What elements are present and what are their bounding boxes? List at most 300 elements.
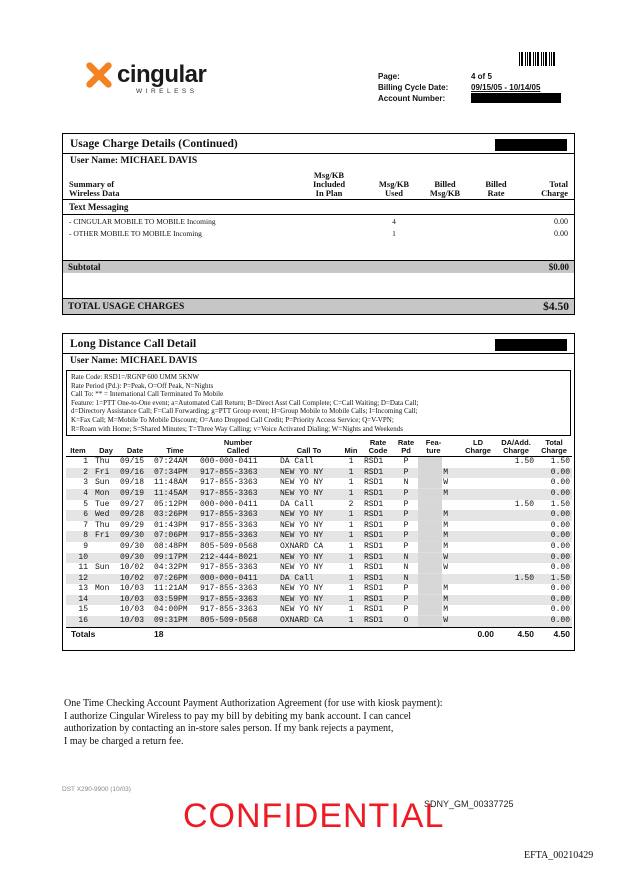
barcode <box>519 52 557 66</box>
column-header: LD Charge <box>460 439 496 457</box>
cell: 805-509-0568 <box>200 616 258 626</box>
cell: 0.00 <box>550 563 570 573</box>
cell: Mon <box>95 584 110 594</box>
cell: 11:45AM <box>154 488 188 498</box>
column-header: Date <box>118 439 152 457</box>
cell: 07:06PM <box>154 531 188 541</box>
usage-row-label: - CINGULAR MOBILE TO MOBILE Incoming <box>69 216 216 226</box>
cell: 04:00PM <box>154 605 188 615</box>
column-header: Billed Rate <box>471 171 521 200</box>
cell: P <box>403 531 409 541</box>
cell: Wed <box>95 510 110 520</box>
cell <box>460 553 496 564</box>
cell: 07:24AM <box>154 457 188 467</box>
cell: 16 <box>78 616 88 626</box>
table-row <box>66 478 572 489</box>
cell: RSD1 <box>364 531 384 541</box>
column-header: Total Charge <box>521 171 575 200</box>
cell: NEW YO NY <box>280 594 324 604</box>
cell: W <box>418 478 460 489</box>
cell: NEW YO NY <box>280 467 324 477</box>
cell: 1 <box>348 616 354 626</box>
cell <box>90 574 118 585</box>
confidential-stamp: CONFIDENTIAL <box>183 797 445 835</box>
cell: RSD1 <box>364 563 384 573</box>
cell <box>418 574 460 585</box>
cell: DA Call <box>280 457 314 467</box>
cell: 3 <box>83 478 88 488</box>
cell: 917-855-3363 <box>200 563 258 573</box>
cell: P <box>403 520 409 530</box>
cell: Sun <box>95 563 110 573</box>
usage-category-row <box>63 200 575 215</box>
cell: Tue <box>95 499 110 509</box>
cell: 11:48AM <box>154 478 188 488</box>
cell: NEW YO NY <box>280 531 324 541</box>
cell <box>460 468 496 479</box>
cell: 917-855-3363 <box>200 531 258 541</box>
cell: P <box>403 584 409 594</box>
cell: 1 <box>348 584 354 594</box>
billing-cycle-value: 09/15/05 - 10/14/05 <box>471 82 541 92</box>
account-number-label: Account Number: <box>378 93 446 103</box>
usage-section-title: Usage Charge Details (Continued) <box>63 134 574 154</box>
usage-category-label: Text Messaging <box>63 200 575 215</box>
cell: DA Call <box>280 499 314 509</box>
cell: P <box>403 499 409 509</box>
totals-min: 18 <box>152 627 198 641</box>
cell: 1.50 <box>550 499 570 509</box>
column-header: Min <box>340 439 362 457</box>
cell: 0.00 <box>550 488 570 498</box>
cell: 1.50 <box>550 573 570 583</box>
cell: 1 <box>348 594 354 604</box>
cell <box>90 553 118 564</box>
cell: 13 <box>78 584 88 594</box>
cell: 7 <box>83 520 88 530</box>
cell: 6 <box>83 510 88 520</box>
cingular-logo <box>84 60 206 95</box>
cell: N <box>403 573 409 583</box>
cell <box>460 489 496 500</box>
cell: 917-855-3363 <box>200 478 258 488</box>
cell: NEW YO NY <box>280 552 324 562</box>
table-row <box>66 468 572 479</box>
cell: RSD1 <box>364 594 384 604</box>
ld-header-row <box>66 439 572 457</box>
cell: 917-855-3363 <box>200 605 258 615</box>
column-header: Summary of Wireless Data <box>63 171 289 200</box>
cell: 10/03 <box>120 594 145 604</box>
cell <box>460 531 496 542</box>
cell: 000-000-0411 <box>200 457 258 467</box>
cell: N <box>403 478 409 488</box>
column-header: Rate Pd <box>394 439 418 457</box>
table-row <box>66 510 572 521</box>
cell: 09/15 <box>120 457 145 467</box>
cell <box>460 478 496 489</box>
subtotal-label: Subtotal <box>68 262 101 272</box>
cell <box>460 616 496 627</box>
cell: NEW YO NY <box>280 520 324 530</box>
cell: 0.00 <box>550 541 570 551</box>
cell: OXNARD CA <box>280 541 324 551</box>
cell: 09/30 <box>120 531 145 541</box>
cell: 1 <box>348 488 354 498</box>
cell: 09/18 <box>120 478 145 488</box>
cell: 09/30 <box>120 541 145 551</box>
cell <box>496 510 536 521</box>
cell: 08:48PM <box>154 541 188 551</box>
table-row <box>63 227 575 239</box>
cell: RSD1 <box>364 605 384 615</box>
ld-redaction-box <box>495 339 567 351</box>
cell: 0.00 <box>550 531 570 541</box>
cell <box>496 563 536 574</box>
cell: 09/27 <box>120 499 145 509</box>
cell: M <box>418 542 460 553</box>
cell: 05:12PM <box>154 499 188 509</box>
cell <box>496 584 536 595</box>
cell: 10/02 <box>120 563 145 573</box>
usage-row-label: - OTHER MOBILE TO MOBILE Incoming <box>69 228 202 238</box>
cell: 11:21AM <box>154 584 188 594</box>
usage-row-total: 0.00 <box>554 216 568 226</box>
cell: 10/03 <box>120 616 145 626</box>
table-row <box>66 584 572 595</box>
cingular-x-icon <box>84 60 114 90</box>
table-row <box>66 605 572 616</box>
cell: Thu <box>95 457 110 467</box>
cell: 0.00 <box>550 605 570 615</box>
cell: 09/19 <box>120 488 145 498</box>
cell: 917-855-3363 <box>200 510 258 520</box>
cell: W <box>418 553 460 564</box>
brand-tagline: WIRELESS <box>136 88 198 95</box>
cell <box>90 542 118 553</box>
column-header: Msg/KB Used <box>369 171 419 200</box>
legend-line: Feature: 1=PTT One-to-One event; a=Automated Call Return; B=Direct Asst Call Complete; C=Call Waiting; D=Data Call; <box>71 398 419 407</box>
cell: P <box>403 488 409 498</box>
cell <box>460 584 496 595</box>
cell: 000-000-0411 <box>200 499 258 509</box>
cell: 1 <box>348 552 354 562</box>
cell: 07:34PM <box>154 467 188 477</box>
table-row <box>66 521 572 532</box>
cell <box>496 468 536 479</box>
cell: NEW YO NY <box>280 584 324 594</box>
cell: 1.50 <box>550 457 570 467</box>
page-label: Page: <box>378 72 400 81</box>
table-row <box>66 616 572 627</box>
total-usage-value: $4.50 <box>543 300 569 313</box>
billing-cycle-label: Billing Cycle Date: <box>378 82 449 92</box>
cell: RSD1 <box>364 488 384 498</box>
cell: RSD1 <box>364 457 384 467</box>
cell: NEW YO NY <box>280 510 324 520</box>
column-header: Number Called <box>198 439 278 457</box>
usage-row-total: 0.00 <box>554 228 568 238</box>
cell: P <box>403 467 409 477</box>
cell: P <box>403 541 409 551</box>
total-usage-charges-bar <box>63 298 574 314</box>
cell: 03:59PM <box>154 594 188 604</box>
cell: 917-855-3363 <box>200 467 258 477</box>
cell: RSD1 <box>364 584 384 594</box>
table-row <box>66 500 572 511</box>
table-row <box>66 457 572 468</box>
cell: N <box>403 563 409 573</box>
billing-meta <box>378 72 593 105</box>
column-header: DA/Add. Charge <box>496 439 536 457</box>
cell <box>460 457 496 468</box>
column-header: Day <box>90 439 118 457</box>
subtotal-value: $0.00 <box>548 262 569 272</box>
cell: 917-855-3363 <box>200 594 258 604</box>
column-header: Call To <box>278 439 340 457</box>
cell: RSD1 <box>364 510 384 520</box>
legend-line: Call To: ** = International Call Terminated To Mobile <box>71 390 224 399</box>
cell <box>496 478 536 489</box>
cell: 14 <box>78 594 88 604</box>
cell: M <box>418 605 460 616</box>
ld-table <box>66 439 572 641</box>
cell: 01:43PM <box>154 520 188 530</box>
cell: 10/03 <box>120 584 145 594</box>
usage-header-row <box>63 171 575 200</box>
cell: P <box>403 457 409 467</box>
cell: 1 <box>83 457 88 467</box>
total-usage-label: TOTAL USAGE CHARGES <box>68 301 185 312</box>
column-header: Rate Code <box>362 439 394 457</box>
cell <box>496 542 536 553</box>
cell: 0.00 <box>550 616 570 626</box>
cell: NEW YO NY <box>280 478 324 488</box>
cell: Thu <box>95 520 110 530</box>
cell: RSD1 <box>364 573 384 583</box>
cell <box>496 489 536 500</box>
cell: 1 <box>348 541 354 551</box>
usage-redaction-box <box>495 139 567 151</box>
cell: 1 <box>348 510 354 520</box>
cell: 212-444-8021 <box>200 552 258 562</box>
table-row <box>66 553 572 564</box>
cell: 12 <box>78 573 88 583</box>
agreement-line: One Time Checking Account Payment Authorization Agreement (for use with kiosk payment): <box>64 698 443 709</box>
cell: NEW YO NY <box>280 488 324 498</box>
brand-name: cingular <box>117 61 207 88</box>
cell: 1 <box>348 605 354 615</box>
subtotal-bar <box>63 260 574 273</box>
cell: 1 <box>348 531 354 541</box>
cell <box>460 574 496 585</box>
bates-number-efta: EFTA_00210429 <box>524 850 594 861</box>
cell: OXNARD CA <box>280 616 324 626</box>
cell: 11 <box>78 563 88 573</box>
cell: 09/29 <box>120 520 145 530</box>
ld-table-body <box>66 457 572 628</box>
cell <box>418 500 460 511</box>
cell: 09:17PM <box>154 552 188 562</box>
cell: 10/02 <box>120 573 145 583</box>
cell: M <box>418 510 460 521</box>
usage-row-used: 4 <box>392 216 396 226</box>
cell <box>496 595 536 606</box>
kiosk-payment-agreement <box>64 698 494 748</box>
usage-row-used: 1 <box>392 228 396 238</box>
cell: 1 <box>348 573 354 583</box>
legend-line: d=Directory Assistance Call; F=Call Forwarding; g=PTT Group event; H=Group Mobile to Mobile Calls; I=Incoming Call; <box>71 407 418 416</box>
totals-total-charge: 4.50 <box>536 627 572 641</box>
table-row <box>66 531 572 542</box>
cell: RSD1 <box>364 520 384 530</box>
cell: 1 <box>348 478 354 488</box>
legend-line: R=Roam with Home; S=Shared Minutes; T=Three Way Calling; v=Voice Activated Dialing; W=Nights and Weekends <box>71 424 403 433</box>
agreement-line: I may be charged a return fee. <box>64 735 184 747</box>
cell: 917-855-3363 <box>200 488 258 498</box>
table-row <box>66 574 572 585</box>
cell: P <box>403 594 409 604</box>
cell: RSD1 <box>364 541 384 551</box>
agreement-line: authorization by contacting an in-store sales person. If my bank rejects a payment, <box>64 723 394 734</box>
legend-line: Rate Code: RSD1=/RGNP 600 UMM 5KNW <box>71 373 199 381</box>
cell: NEW YO NY <box>280 563 324 573</box>
cell: N <box>403 552 409 562</box>
cell: 1 <box>348 457 354 467</box>
bates-number-sdny: SDNY_GM_00337725 <box>424 799 514 809</box>
cell <box>460 542 496 553</box>
cell: 8 <box>83 531 88 541</box>
cell: M <box>418 468 460 479</box>
table-row <box>66 595 572 606</box>
column-header: Time <box>152 439 198 457</box>
cell: 09:31PM <box>154 616 188 626</box>
cell <box>496 605 536 616</box>
column-header: Msg/KB Included In Plan <box>289 171 369 200</box>
cell: 15 <box>78 605 88 615</box>
cell: M <box>418 521 460 532</box>
cell <box>460 500 496 511</box>
cell: Fri <box>95 467 110 477</box>
cell <box>418 457 460 468</box>
totals-da-charge: 4.50 <box>496 627 536 641</box>
cell: Mon <box>95 488 110 498</box>
form-code: DST X290-9900 (10/03) <box>62 786 131 793</box>
cell: 04:32PM <box>154 563 188 573</box>
cell: 0.00 <box>550 552 570 562</box>
cell <box>496 531 536 542</box>
cell: RSD1 <box>364 616 384 626</box>
cell: RSD1 <box>364 478 384 488</box>
cell <box>496 553 536 564</box>
table-row <box>63 215 575 228</box>
cell: 10 <box>78 552 88 562</box>
cell: M <box>418 584 460 595</box>
column-header: Item <box>66 439 90 457</box>
cell: 5 <box>83 499 88 509</box>
page-value: 4 of 5 <box>471 72 492 81</box>
cell <box>460 563 496 574</box>
cell: 0.00 <box>550 467 570 477</box>
cell: 1.50 <box>514 499 534 509</box>
ld-user-name: User Name: MICHAEL DAVIS <box>70 356 198 366</box>
cell <box>90 595 118 606</box>
cell: RSD1 <box>364 552 384 562</box>
cell <box>460 605 496 616</box>
cell: 0.00 <box>550 520 570 530</box>
cell: 10/03 <box>120 605 145 615</box>
rate-legend <box>66 370 571 436</box>
cell: O <box>403 616 409 626</box>
column-header: Fea- ture <box>418 439 460 457</box>
cell: 03:26PM <box>154 510 188 520</box>
cell <box>90 605 118 616</box>
usage-table <box>63 171 575 239</box>
cell <box>90 616 118 627</box>
cell: 917-855-3363 <box>200 520 258 530</box>
cell <box>460 521 496 532</box>
cell: 917-855-3363 <box>200 584 258 594</box>
totals-ld-charge: 0.00 <box>460 627 496 641</box>
cell: 0.00 <box>550 510 570 520</box>
cell: P <box>403 510 409 520</box>
column-header: Total Charge <box>536 439 572 457</box>
usage-charge-section <box>62 133 575 315</box>
legend-line: Rate Period (Pd.): P=Peak, O=Off Peak, N=Nights <box>71 381 214 390</box>
cell: 09/30 <box>120 552 145 562</box>
cell <box>496 521 536 532</box>
table-row <box>66 489 572 500</box>
cell: Sun <box>95 478 110 488</box>
cell <box>496 616 536 627</box>
cell: W <box>418 616 460 627</box>
cell: 0.00 <box>550 594 570 604</box>
cell: 1 <box>348 563 354 573</box>
cell: NEW YO NY <box>280 605 324 615</box>
cell: 1 <box>348 467 354 477</box>
cell: 09/28 <box>120 510 145 520</box>
cell: 9 <box>83 541 88 551</box>
legend-line: K=Fax Call; M=Mobile To Mobile Discount; O=Auto Dropped Call Credit; P=Priority Access Service; Q=V-VPN; <box>71 415 394 424</box>
cell: 1 <box>348 520 354 530</box>
usage-user-name: User Name: MICHAEL DAVIS <box>70 156 198 166</box>
cell: 4 <box>83 488 88 498</box>
cell: 2 <box>348 499 354 509</box>
agreement-line: I authorize Cingular Wireless to pay my bill by debiting my bank account. I can cancel <box>64 710 412 722</box>
long-distance-section <box>62 333 575 651</box>
totals-label: Totals <box>66 627 152 641</box>
cell: DA Call <box>280 573 314 583</box>
cell: 0.00 <box>550 584 570 594</box>
cell: Fri <box>95 531 110 541</box>
cell: M <box>418 531 460 542</box>
cell: M <box>418 595 460 606</box>
cell: 1.50 <box>514 457 534 467</box>
cell <box>460 595 496 606</box>
cell: W <box>418 563 460 574</box>
cell: M <box>418 489 460 500</box>
cell: 07:26PM <box>154 573 188 583</box>
ld-totals-row <box>66 627 572 641</box>
cell: 09/16 <box>120 467 145 477</box>
ld-section-title: Long Distance Call Detail <box>63 334 574 354</box>
cell: 2 <box>83 467 88 477</box>
account-number-redaction <box>471 93 561 103</box>
cell: RSD1 <box>364 467 384 477</box>
cell: 805-509-0568 <box>200 541 258 551</box>
cell: P <box>403 605 409 615</box>
cell: 0.00 <box>550 478 570 488</box>
